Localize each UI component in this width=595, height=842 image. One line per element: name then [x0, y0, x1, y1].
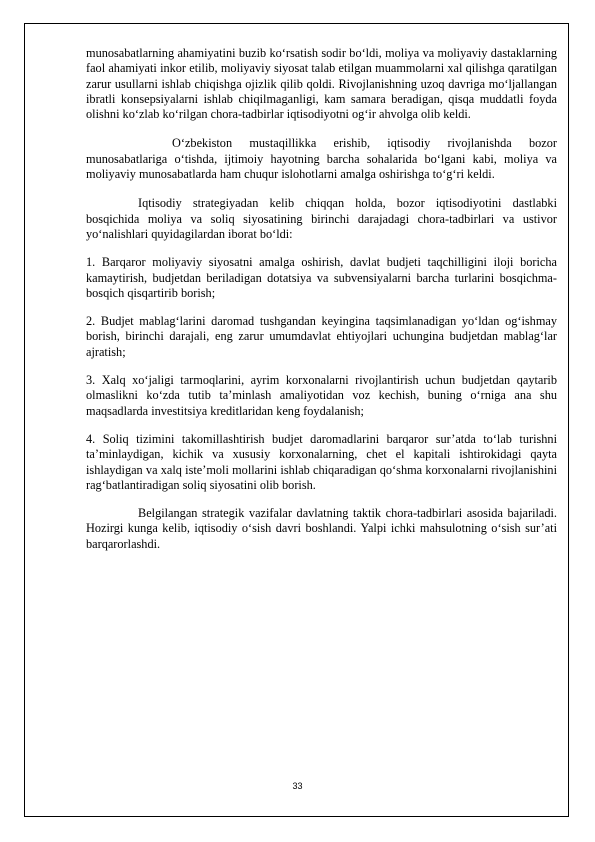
page-number: 33 [292, 781, 303, 791]
paragraph-independence: O‘zbekiston mustaqillikka erishib, iqtisodiy rivojlanishda bozor munosabatlariga o‘tishda, ijtimoiy hayotning barcha sohalarida bo‘lgani kabi, moliya va moliyaviy munosabatlarda ham chuqur islohotlarni amalga oshirishga to‘g‘ri keldi. [86, 136, 557, 182]
document-body [86, 46, 557, 552]
paragraph-conclusion: Belgilangan strategik vazifalar davlatning taktik chora-tadbirlari asosida bajariladi. Hozirgi kunga kelib, iqtisodiy o‘sish davri boshlandi. Yalpi ichki mahsulotning o‘sish sur’ati barqarorlashdi. [86, 506, 557, 551]
paragraph-strategy: Iqtisodiy strategiyadan kelib chiqqan holda, bozor iqtisodiyotini dastlabki bosqichida moliya va soliq siyosatining birinchi darajadagi chora-tadbirlari va ustivor yo‘nalishlari quyidagilardan iborat bo‘ldi: [86, 196, 557, 241]
list-item-4: 4. Soliq tizimini takomillashtirish budjet daromadlarini barqaror sur’atda to‘lab turishni ta’minlaydigan, kichik va xususiy korxonalarning, chet el kapitali ishtirokidagi qayta ishlaydigan va xalq iste’moli mollarini ishlab chiqaradigan qo‘shma korxonalarni rivojlanishini rag‘batlantiradigan soliq siyosatini olib borish. [86, 431, 557, 492]
list-item-1: 1. Barqaror moliyaviy siyosatni amalga oshirish, davlat budjeti taqchilligini iloji boricha kamaytirish, budjetdan beriladigan dotatsiya va subvensiyalarni barcha turlarini bosqichma-bosqich qisqartirib borish; [86, 255, 557, 300]
list-item-2: 2. Budjet mablag‘larini daromad tushgandan keyingina taqsimlanadigan yo‘ldan og‘ishmay borish, birinchi darajali, eng zarur umumdavlat ehtiyojlari uchungina budjetdan mablag‘lar ajratish; [86, 314, 557, 359]
list-item-3: 3. Xalq xo‘jaligi tarmoqlarini, ayrim korxonalarni rivojlantirish uchun budjetdan qaytarib olmaslikni ko‘zda tutib ta’minlash amaliyotidan voz kechish, buning o‘rniga ana shu maqsadlarda investitsiya kreditlaridan keng foydalanish; [86, 373, 557, 418]
paragraph-intro: munosabatlarning ahamiyatini buzib ko‘rsatish sodir bo‘ldi, moliya va moliyaviy dastaklarning faol ahamiyati inkor etilib, moliyaviy siyosat talab etilgan muammolarni xal qilishga qaratilgan zarur usullarni ishlab chiqishga ojizlik qilib qoldi. Rivojlanishning uzoq davriga mo‘ljallangan ibratli konsepsiyalarni ishlab chiqilmaganligi, kam samara beradigan, qisqa muddatli foyda olishni ko‘zlab ko‘rilgan chora-tadbirlar iqtisodiyotni og‘ir ahvolga olib keldi. [86, 46, 557, 122]
